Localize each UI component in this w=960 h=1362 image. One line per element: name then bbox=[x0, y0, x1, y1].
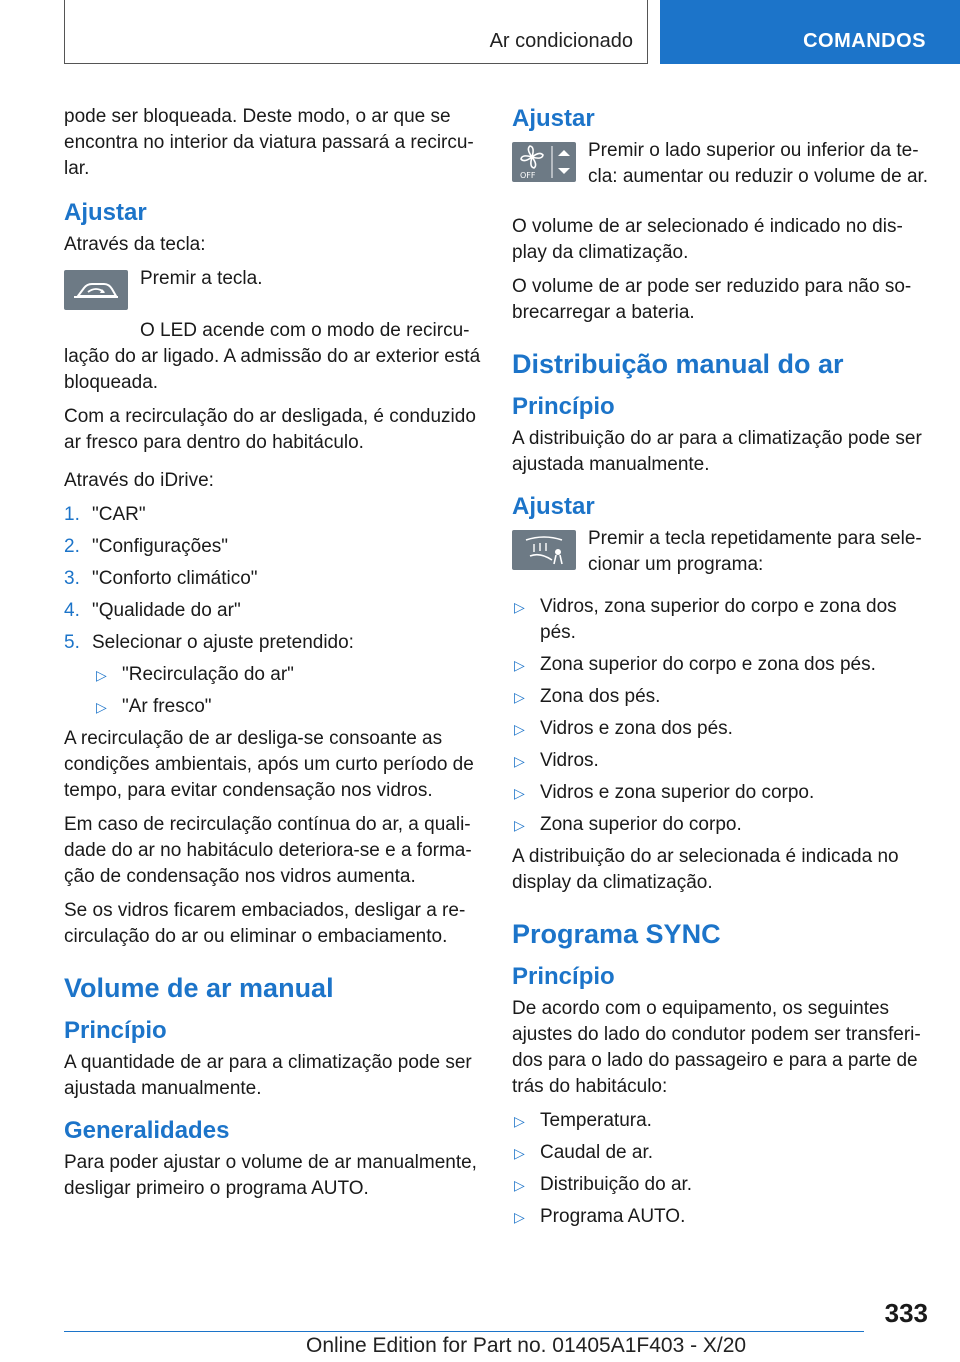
paragraph: Para poder ajustar o volume de ar manualmente, desligar primeiro o programa AUTO. bbox=[64, 1152, 477, 1199]
triangle-right-icon: ▷ bbox=[514, 1209, 525, 1225]
list-item: ▷ Zona dos pés. bbox=[512, 684, 932, 710]
fan-key-row bbox=[512, 138, 932, 208]
triangle-right-icon: ▷ bbox=[514, 689, 525, 705]
list-item: ▷ Vidros e zona superior do corpo. bbox=[512, 780, 932, 806]
triangle-right-icon: ▷ bbox=[514, 785, 525, 801]
heading-ajustar-volume: Ajustar bbox=[512, 105, 595, 132]
intro-text: pode ser bloqueada. Deste modo, o ar que se encontra no interior da viatura passará a recircu-lar. bbox=[64, 106, 474, 179]
section-tab bbox=[660, 0, 960, 64]
triangle-right-icon: ▷ bbox=[514, 1177, 525, 1193]
fan-text: Premir o lado superior ou inferior da te-cla: aumentar ou reduzir o volume de ar. bbox=[588, 140, 929, 187]
list-item: ▷ Vidros, zona superior do corpo e zona dos pés. bbox=[514, 596, 897, 643]
triangle-right-icon: ▷ bbox=[514, 721, 525, 737]
sync-items bbox=[512, 1108, 932, 1230]
list-item: ▷ Distribuição do ar. bbox=[512, 1172, 932, 1198]
list-item: ▷ Temperatura. bbox=[512, 1108, 932, 1134]
triangle-right-icon: ▷ bbox=[96, 699, 107, 715]
heading-ajustar: Ajustar bbox=[64, 199, 147, 226]
edition-text: Online Edition for Part no. 01405A1F403 - X/20 bbox=[306, 1334, 747, 1357]
air-distribution-icon bbox=[512, 530, 576, 570]
paragraph: A distribuição do ar selecionada é indicada no display da climatização. bbox=[512, 846, 899, 893]
list-item: ▷ "Ar fresco" bbox=[94, 694, 482, 720]
heading-generalidades: Generalidades bbox=[64, 1117, 230, 1144]
list-item: ▷ Vidros e zona dos pés. bbox=[512, 716, 932, 742]
list-item: ▷ Programa AUTO. bbox=[512, 1204, 932, 1230]
footer-divider bbox=[64, 1331, 864, 1332]
list-item: 5. Selecionar o ajuste pretendido: bbox=[64, 632, 354, 653]
idrive-steps bbox=[64, 502, 482, 656]
paragraph: A recirculação de ar desliga-se consoante as condições ambientais, após um curto período de tempo, para evitar condensação nos vidros. bbox=[64, 728, 474, 801]
header-left-frame bbox=[64, 0, 648, 64]
triangle-right-icon: ▷ bbox=[514, 1113, 525, 1129]
paragraph: O volume de ar pode ser reduzido para não so-brecarregar a bateria. bbox=[512, 276, 912, 323]
idrive-substeps bbox=[64, 662, 482, 720]
list-item: 3. "Conforto climático" bbox=[64, 568, 258, 589]
list-item: ▷ Zona superior do corpo. bbox=[512, 812, 932, 838]
air-recirculation-icon bbox=[64, 270, 128, 310]
recirc-key-row bbox=[64, 266, 482, 318]
left-column bbox=[64, 104, 482, 1210]
triangle-right-icon: ▷ bbox=[514, 657, 525, 673]
list-item: 2. "Configurações" bbox=[64, 536, 229, 557]
paragraph: Em caso de recirculação contínua do ar, a quali-dade do ar no habitáculo deteriora-se e a forma-ção de condensação nos vidros aumenta. bbox=[64, 814, 472, 887]
triangle-right-icon: ▷ bbox=[514, 753, 525, 769]
paragraph: O volume de ar selecionado é indicado no dis-play da climatização. bbox=[512, 216, 903, 263]
heading-volume: Volume de ar manual bbox=[64, 973, 334, 1003]
distribution-text: Premir a tecla repetidamente para sele-cionar um programa: bbox=[588, 528, 922, 575]
led-text: O LED acende com o modo de recircu-lação do ar ligado. A admissão do ar exterior está bloqueada. bbox=[64, 320, 481, 393]
paragraph: Se os vidros ficarem embaciados, desligar a re-circulação do ar ou eliminar o embaciamento. bbox=[64, 900, 466, 947]
chapter-title: Ar condicionado bbox=[489, 30, 633, 52]
distribution-key-row bbox=[512, 526, 932, 588]
list-item: 4. "Qualidade do ar" bbox=[64, 600, 241, 621]
right-column bbox=[512, 104, 932, 1236]
triangle-right-icon: ▷ bbox=[514, 1145, 525, 1161]
watermark bbox=[306, 1334, 746, 1358]
via-idrive: Através do iDrive: bbox=[64, 470, 214, 491]
list-item: ▷ "Recirculação do ar" bbox=[94, 662, 482, 688]
paragraph: A quantidade de ar para a climatização pode ser ajustada manualmente. bbox=[64, 1052, 472, 1099]
triangle-right-icon: ▷ bbox=[514, 599, 525, 615]
list-item: ▷ Zona superior do corpo e zona dos pés. bbox=[512, 652, 932, 678]
list-item: 1. "CAR" bbox=[64, 504, 146, 525]
heading-ajustar-distribuicao: Ajustar bbox=[512, 493, 595, 520]
paragraph: A distribuição do ar para a climatização pode ser ajustada manualmente. bbox=[512, 428, 922, 475]
triangle-right-icon: ▷ bbox=[96, 667, 107, 683]
premir-tecla: Premir a tecla. bbox=[140, 268, 263, 289]
heading-principio: Princípio bbox=[512, 963, 615, 990]
heading-principio: Princípio bbox=[512, 393, 615, 420]
section-label: COMANDOS bbox=[803, 30, 926, 52]
list-item: ▷ Vidros. bbox=[512, 748, 932, 774]
heading-sync: Programa SYNC bbox=[512, 919, 721, 949]
distribution-programs bbox=[512, 594, 932, 838]
list-item: ▷ Caudal de ar. bbox=[512, 1140, 932, 1166]
heading-distribuicao: Distribuição manual do ar bbox=[512, 349, 844, 379]
heading-principio: Princípio bbox=[64, 1017, 167, 1044]
triangle-right-icon: ▷ bbox=[514, 817, 525, 833]
desligada-text: Com a recirculação do ar desligada, é conduzido ar fresco para dentro do habitáculo. bbox=[64, 406, 476, 453]
via-tecla: Através da tecla: bbox=[64, 234, 206, 255]
fan-icon bbox=[512, 142, 576, 182]
paragraph: De acordo com o equipamento, os seguintes ajustes do lado do condutor podem ser transferi-dos para o lado do passageiro e para a parte de trás do habitáculo: bbox=[512, 998, 921, 1097]
page-number: 333 bbox=[884, 1298, 928, 1328]
svg-text:OFF: OFF bbox=[520, 171, 536, 180]
